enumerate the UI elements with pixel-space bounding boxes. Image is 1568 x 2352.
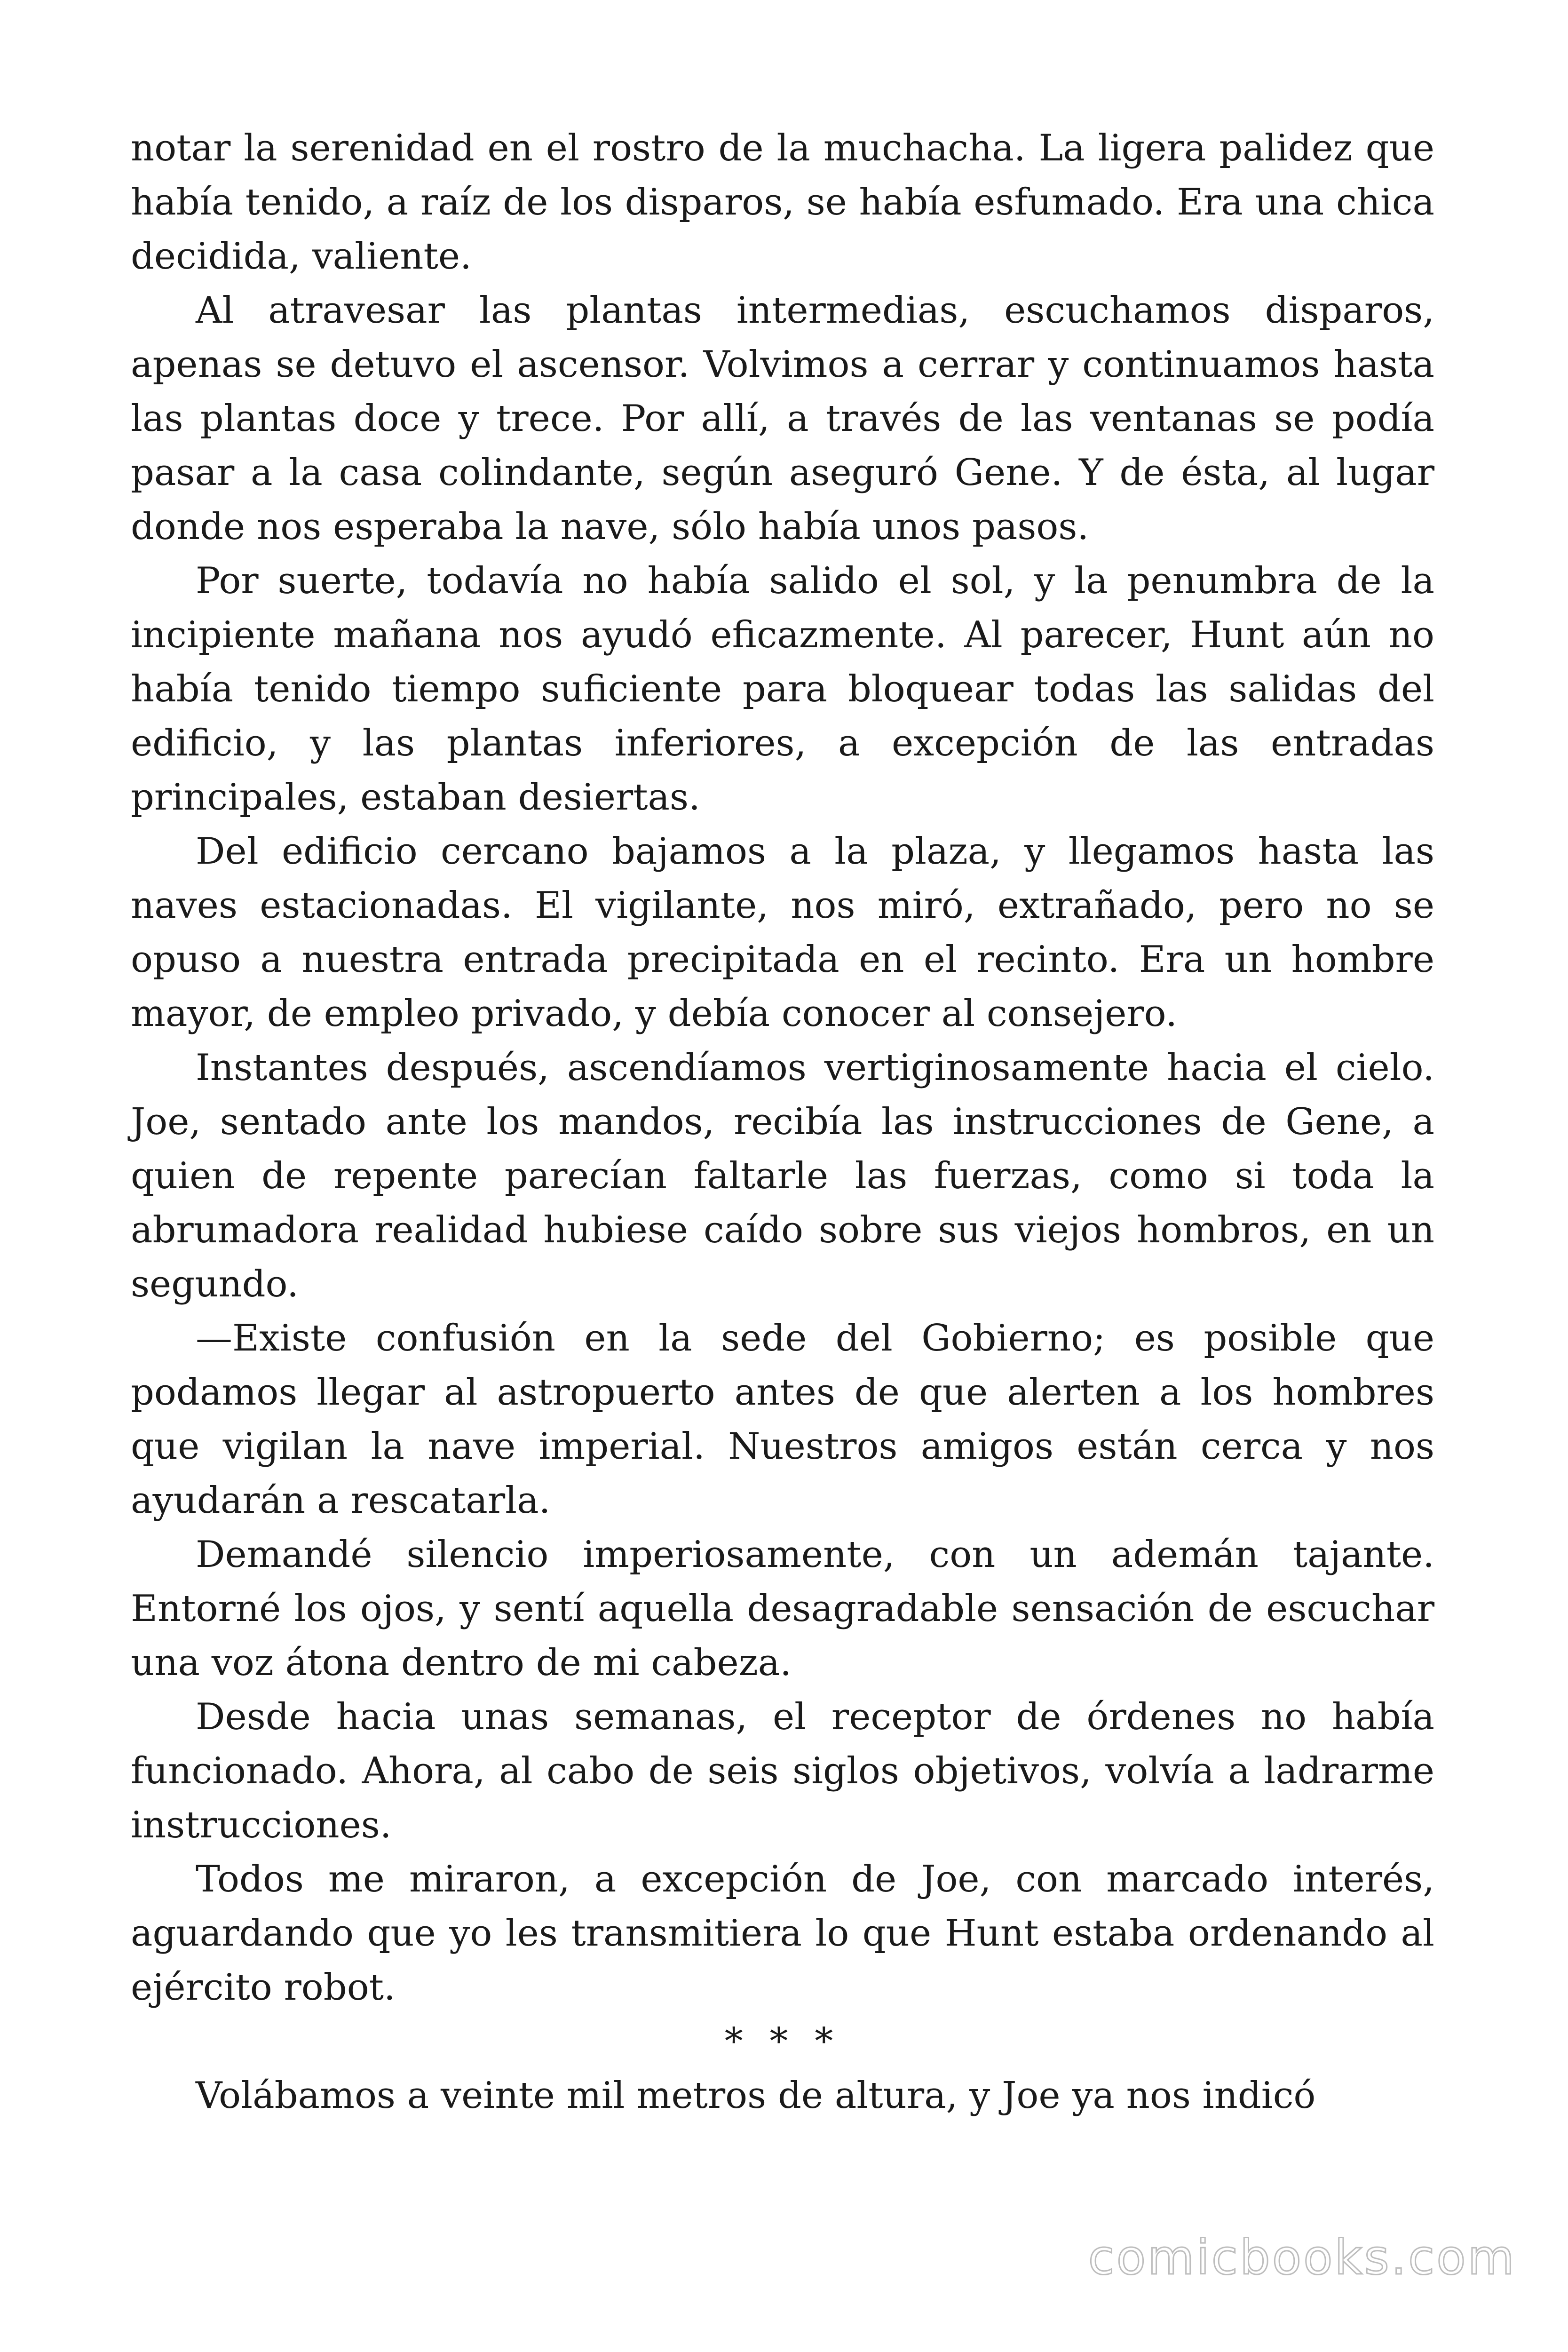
scene-separator: * * * [724,2020,841,2063]
paragraph-1: notar la serenidad en el rostro de la muchacha. La ligera palidez que había tenido, a raíz de los disparos, se había esfumado. Era una chica decidida, valiente. [131,127,1434,278]
paragraph-5: Instantes después, ascendíamos vertiginosamente hacia el cielo. Joe, sentado ante los mandos, recibía las instrucciones de Gene, a quien de repente parecían faltarle las fuerzas, como si toda la abrumadora realidad hubiese caído sobre sus viejos hombros, en un segundo. [131,1047,1434,1305]
body-text [131,121,1434,2123]
watermark-logo: comicbooks.com [1088,2230,1516,2286]
paragraph-7: Demandé silencio imperiosamente, con un ademán tajante. Entorné los ojos, y sentí aquella desagradable sensación de escuchar una voz átona dentro de mi cabeza. [131,1534,1434,1684]
paragraph-6: —Existe confusión en la sede del Gobierno; es posible que podamos llegar al astropuerto antes de que alerten a los hombres que vigilan la nave imperial. Nuestros amigos están cerca y nos ayudarán a rescatarla. [131,1317,1434,1522]
paragraph-2: Al atravesar las plantas intermedias, escuchamos disparos, apenas se detuvo el ascensor. Volvimos a cerrar y continuamos hasta las plantas doce y trece. Por allí, a través de las ventanas se podía pasar a la casa colindante, según aseguró Gene. Y de ésta, al lugar donde nos esperaba la nave, sólo había unos pasos. [131,289,1434,548]
paragraph-final: Volábamos a veinte mil metros de altura, y Joe ya nos indicó [196,2074,1316,2117]
paragraph-3: Por suerte, todavía no había salido el sol, y la penumbra de la incipiente mañana nos ayudó eficazmente. Al parecer, Hunt aún no había tenido tiempo suficiente para bloquear todas las salidas del edificio, y las plantas inferiores, a excepción de las entradas principales, estaban desiertas. [131,560,1434,818]
paragraph-8: Desde hacia unas semanas, el receptor de órdenes no había funcionado. Ahora, al cabo de seis siglos objetivos, volvía a ladrarme instrucciones. [131,1696,1434,1846]
paragraph-9: Todos me miraron, a excepción de Joe, con marcado interés, aguardando que yo les transmitiera lo que Hunt estaba ordenando al ejército robot. [131,1858,1434,2009]
paragraph-4: Del edificio cercano bajamos a la plaza, y llegamos hasta las naves estacionadas. El vigilante, nos miró, extrañado, pero no se opuso a nuestra entrada precipitada en el recinto. Era un hombre mayor, de empleo privado, y debía conocer al consejero. [131,830,1434,1035]
